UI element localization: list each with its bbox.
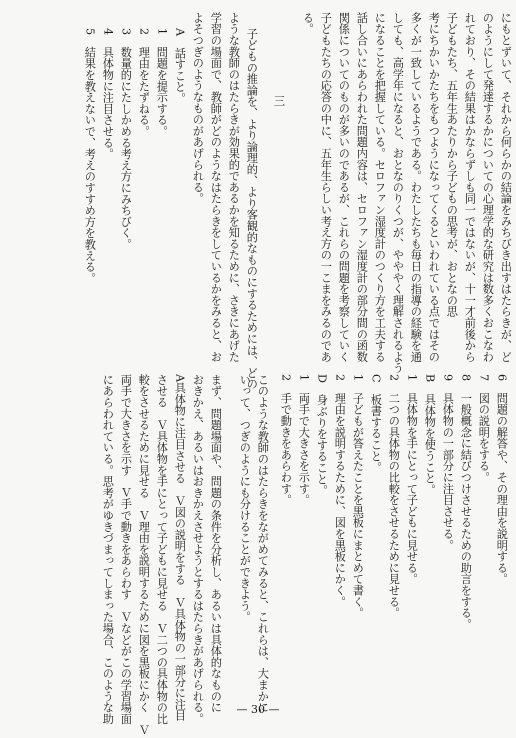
text-column: にあらわれている。思考がゆきづまってしまった場合、このような助 (101, 374, 115, 725)
text-column: のようにして発達するかについての心理学的な研究は数多くおこなわ (481, 12, 495, 363)
text-column: 子どもたちの応答の中に、五年生らしい考え方の一こまをみるのであ (319, 12, 333, 363)
text-column: 多くが一致しているようである。わたしたちも毎日の指導の経験を通 (409, 12, 423, 363)
text-column: る。 (301, 12, 315, 35)
text-column: いって、つぎのようにも分けることができよう。 (238, 374, 252, 623)
list-item: 1 問題を提示する。 (155, 28, 169, 137)
list-heading: B 具体物を使うこと。 (423, 374, 437, 496)
text-column: 考にちかいかたちをもつようになってくるといわれている点ではその (427, 12, 441, 363)
list-item: 9 具体物の一部分に注目させる。 (441, 374, 455, 551)
list-heading: D 身ぶりをすること。 (315, 374, 329, 497)
list-heading: A 話すこと。 (173, 28, 187, 104)
text-column: 学習の場面で、教師がどのようなはたらきをしているかをみると、お (209, 12, 223, 363)
list-item: 2 手で動きをあらわす。 (279, 374, 293, 506)
list-item: 6 問題の解答や、その理由を説明する。 (495, 374, 509, 585)
text-column: しても、高学年になると、おとなのりくつが、やややく理解されるよう (391, 12, 405, 374)
list-item: 1 子どもが答えたことを黒板にまとめて書く。 (351, 374, 365, 619)
list-item: 2 理由をたずねる。 (137, 28, 151, 137)
text-column: 子どもたち、五年生あたりから子どもの思考が、おとなの思 (445, 12, 459, 318)
text-column: させる Ｖ具体物を手にとって子どもに見せる Ｖ二つの具体物の比 (155, 374, 169, 725)
text-column: れており、その結果はかならずしも同一ではないが、十一才前後から (463, 12, 477, 363)
list-item: 5 結果を教えないで、考えのすすめ方を教える。 (83, 28, 97, 284)
text-column: まず、問題場面や、問題の条件を分析し、あるいは具体的なものに (209, 374, 223, 713)
list-item: 2 二つの具体物の比較をさせるために見せる。 (387, 374, 401, 619)
list-item: 8 一般概念に結びつけさせるための助言をする。 (459, 374, 473, 630)
text-column: よそつぎのようなものがあげられる。 (191, 12, 205, 205)
text-column: 両手で大きさを示す Ｖ手で動きをあらわす Ｖなどがこの学習場面 (119, 374, 133, 725)
list-item: 3 数量的にたしかめる考え方にみちびく。 (119, 28, 133, 250)
list-item: 7 図の説明をする。 (477, 374, 491, 483)
text-column: 較をさせるために見せる Ｖ理由を説明するために図を黒板にかく Ｖ (137, 374, 151, 736)
list-item: 2 理由を説明するために、図を黒板にかく。 (333, 374, 347, 608)
text-column: おきかえ、あるいはおきかえさせようとするはたらきがあげられる。 (191, 374, 205, 725)
text-column: このような教師のはたらきをながめてみると、これらは、大まかに (256, 374, 270, 713)
text-column: 子どもの推論を、より論理的、より客観的なものにするためには、どの (245, 28, 259, 390)
text-column: にもとずいて、それから何らかの結論をみちびき出すはたらきが、ど (499, 12, 513, 363)
text-column: A具体物に注目させる Ｖ図の説明をする Ｖ具体物の一部分に注目 (173, 374, 187, 722)
text-column: 関係についてのものが多いのであるが、これらの問題を考察していく (337, 12, 351, 363)
section-heading: 三 (272, 95, 287, 107)
list-heading: C 板書すること。 (369, 374, 383, 474)
text-column: 話し合いにあらわれた問題内容は、セロファン湿度計の部分間の函数 (355, 12, 369, 363)
list-item: 1 具体物を手にとって子どもに見せる。 (405, 374, 419, 585)
list-item: 1 両手で大きさを示す。 (297, 374, 311, 506)
text-column: になることを把握している。セロファン湿度計のつくり方を工夫する (373, 12, 387, 363)
text-column: ような教師のはたらきが効果的であるかを知るために、さきにあげた (227, 12, 241, 363)
page-number: — 30 — (236, 703, 280, 716)
list-item: 4 具体物に注目させる。 (101, 28, 115, 160)
